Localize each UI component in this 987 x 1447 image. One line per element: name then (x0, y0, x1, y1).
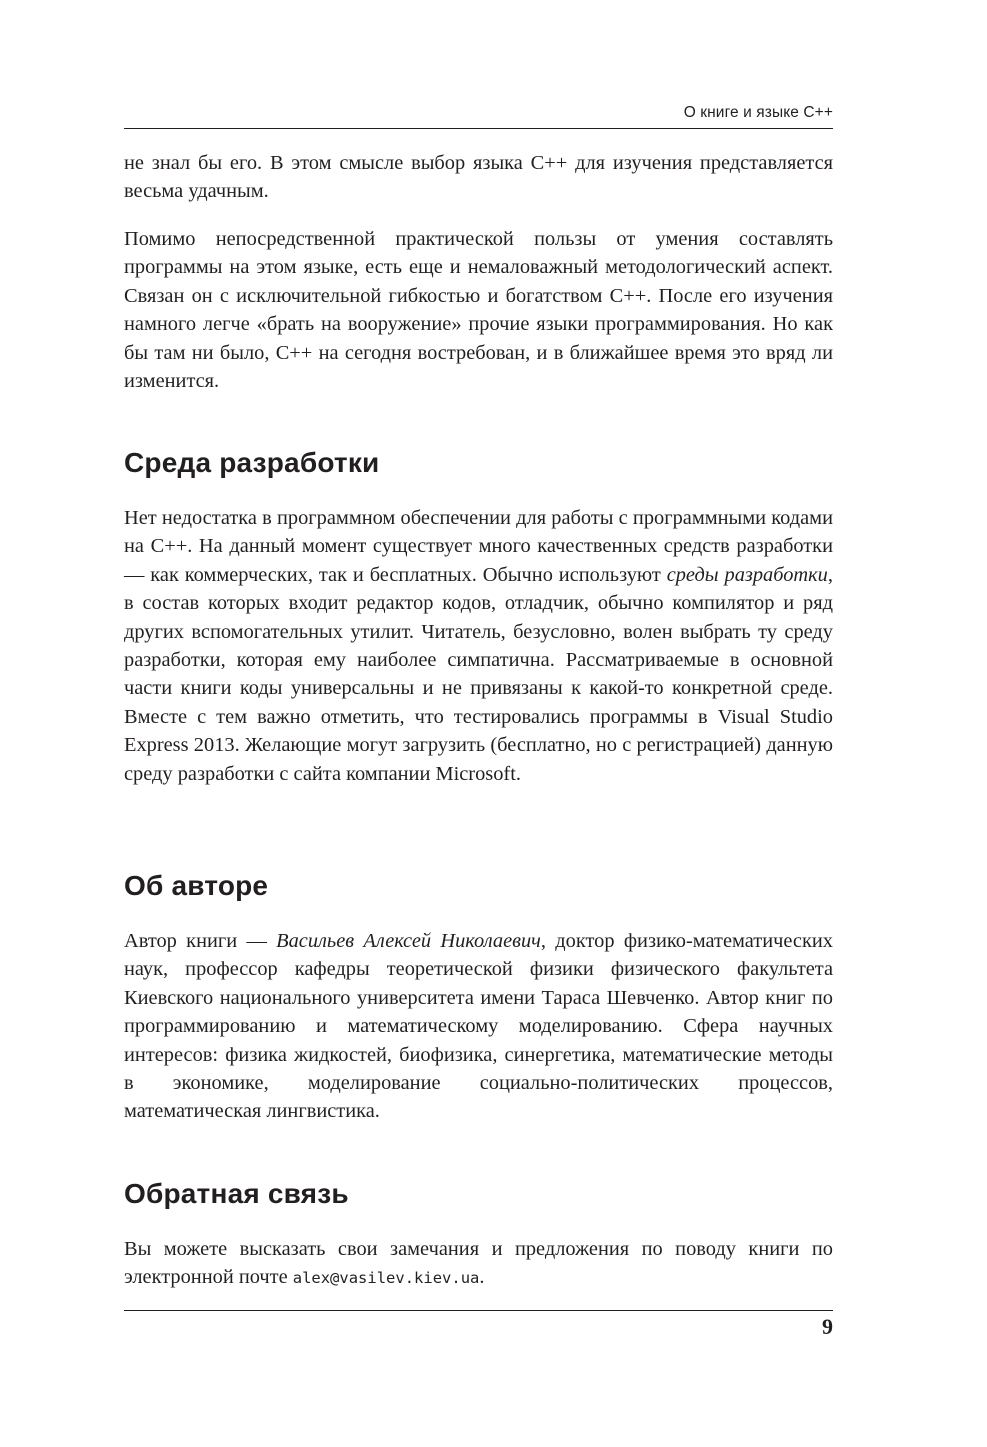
paragraph-dev-environment (124, 504, 833, 788)
feedback-text-start: Вы можете высказать свои замечания и предложения по поводу книги по электронной почте (124, 1238, 833, 1289)
env-text-start: Нет недостатка в программном обеспечении для работы с программными кодами на С++. На данный момент существует много качественных средств разработки — как коммерческих, так и бесплатных. Обычно используют (124, 507, 833, 586)
feedback-text-end: . (479, 1266, 485, 1289)
page-number: 9 (822, 1314, 833, 1339)
running-head: О книге и языке С++ (683, 104, 833, 121)
paragraph-about-author (124, 927, 833, 1126)
paragraph-intro-end: не знал бы его. В этом смысле выбор языка С++ для изучения представляется весьма удачным. (124, 152, 833, 203)
author-text-end: , доктор физико-математических наук, профессор кафедры теоретической физики физического факультета Киевского национального университета имени Тараса Шевченко. Автор книг по программированию и математическому моделированию. Сфера научных интересов: физика жидкостей, биофизика, синергетика, математические методы в экономике, моделирование социально-политических процессов, математическая лингвистика. (124, 930, 833, 1123)
feedback-email: alex@vasilev.kiev.ua (292, 1269, 480, 1288)
author-name: Васильев Алексей Николаевич (276, 930, 541, 952)
author-text-start: Автор книги — (124, 930, 277, 952)
heading-dev-environment: Среда разработки (124, 447, 380, 478)
env-text-end: , в состав которых входит редактор кодов, отладчик, обычно компилятор и ряд других вспомогательных утилит. Читатель, безусловно, волен выбрать ту среду разработки, которая ему наиболее симпатична. Рассматриваемые в основной части книги коды универсальны и не привязаны к какой-то конкретной среде. Вместе с тем важно отметить, что тестировались программы в Visual Studio Express 2013. Желающие могут загрузить (бесплатно, но с регистрацией) данную среду разработки с сайта компании Microsoft. (124, 563, 833, 785)
paragraph-methodology: Помимо непосредственной практической пользы от умения составлять программы на этом языке, есть еще и немаловажный методологический аспект. Связан он с исключительной гибкостью и богатством С++. После его изучения намного легче «брать на вооружение» прочие языки программирования. Но как бы там ни было, С++ на сегодня востребован, и в ближайшее время это вряд ли изменится. (124, 228, 833, 393)
heading-feedback: Обратная связь (124, 1178, 349, 1209)
book-page (124, 0, 833, 1447)
env-term: среды разработки (666, 563, 828, 586)
header-rule (124, 128, 833, 129)
paragraph-feedback (124, 1235, 833, 1293)
heading-about-author: Об авторе (124, 870, 269, 901)
footer-rule (124, 1310, 833, 1311)
